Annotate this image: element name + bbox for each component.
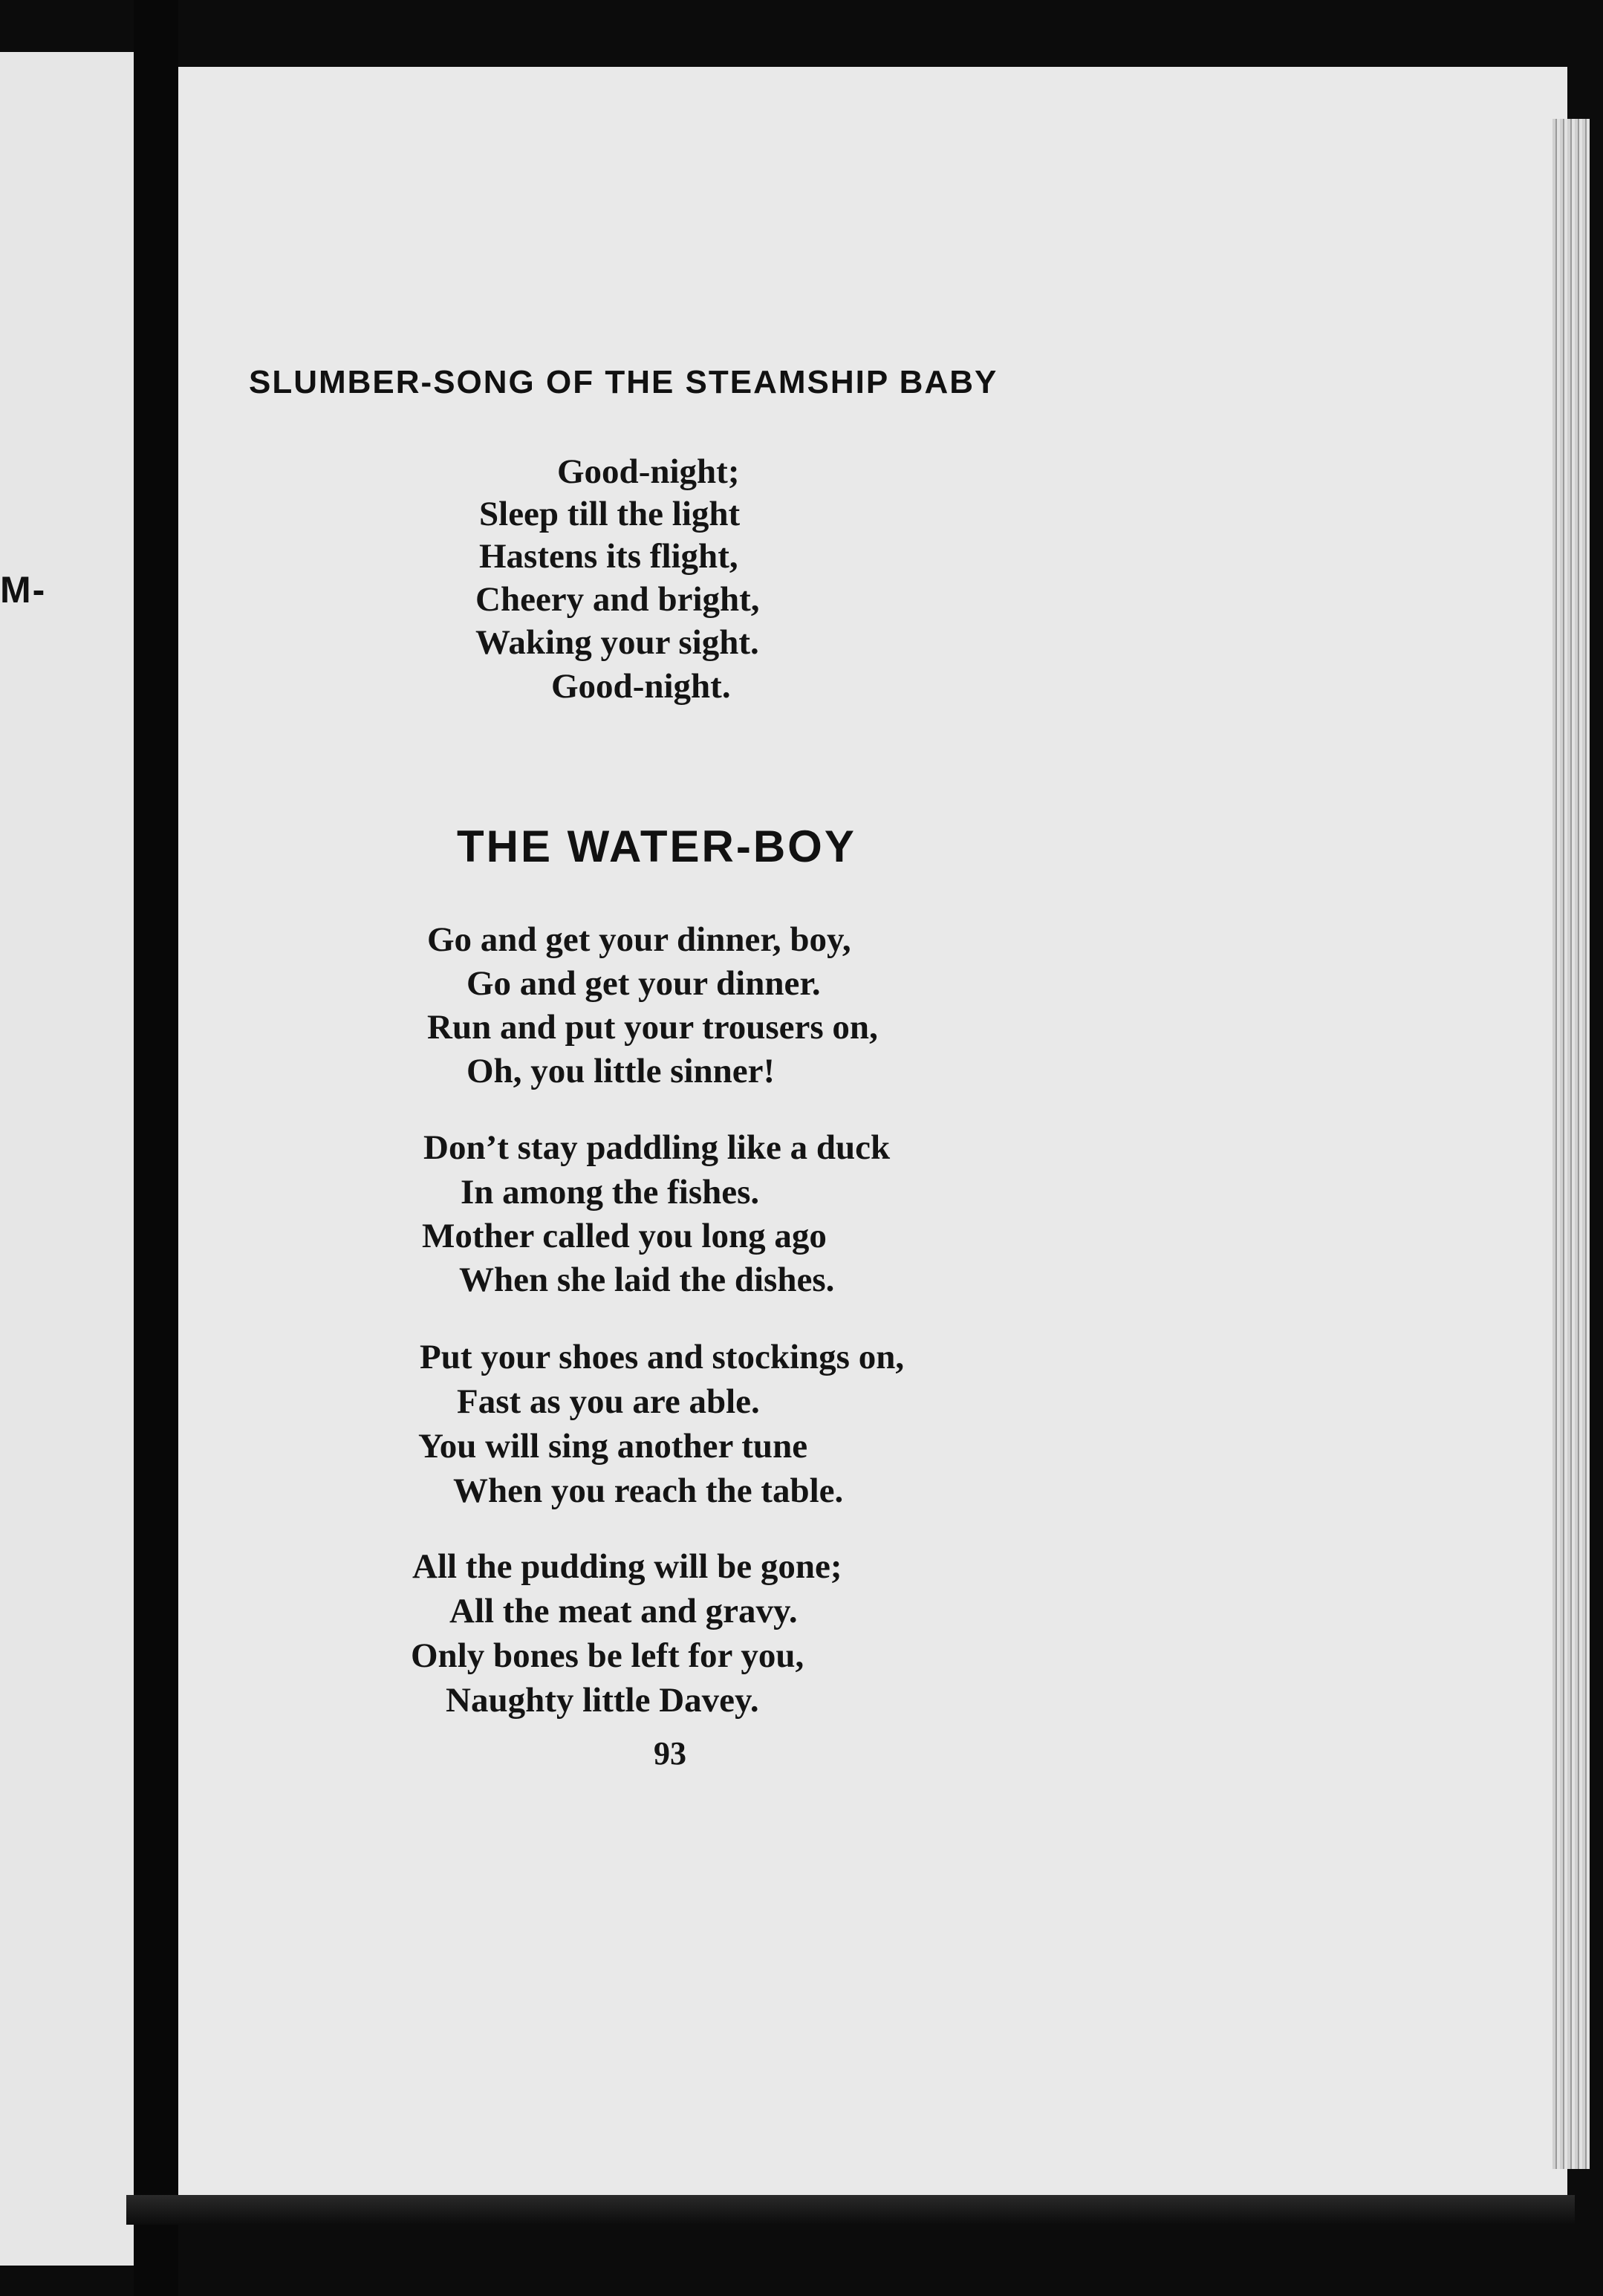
stanza-4-line: Only bones be left for you, [411,1636,804,1675]
poem-title: THE WATER-BOY [457,822,856,871]
stanza-3-line: Fast as you are able. [457,1382,760,1421]
previous-page-fragment: M- [0,569,47,611]
stanza-2-line: When she laid the dishes. [459,1261,835,1299]
stanza-4-line: Naughty little Davey. [446,1681,759,1720]
stanza-1-line: Oh, you little sinner! [466,1052,776,1090]
book-gutter [134,0,178,2296]
stanza-1-line: Go and get your dinner, boy, [427,920,851,959]
slumber-line: Hastens its flight, [479,537,738,576]
page-number: 93 [654,1735,686,1772]
stanza-2-line: In among the fishes. [461,1173,760,1212]
stanza-3-line: You will sing another tune [418,1427,808,1466]
bottom-shadow [126,2195,1575,2225]
stanza-2-line: Mother called you long ago [422,1217,827,1255]
page-edges [1552,119,1590,2169]
stanza-1-line: Run and put your trousers on, [427,1008,878,1047]
slumber-line: Good-night; [557,452,740,491]
stanza-4-line: All the pudding will be gone; [412,1547,842,1586]
slumber-line: Good-night. [551,667,731,706]
stanza-4-line: All the meat and gravy. [449,1592,798,1630]
stanza-3-line: Put your shoes and stockings on, [420,1338,905,1376]
running-head: SLUMBER-SONG OF THE STEAMSHIP BABY [249,364,998,400]
slumber-line: Waking your sight. [475,623,759,662]
stanza-2-line: Don’t stay paddling like a duck [423,1128,891,1167]
previous-page [0,52,134,2266]
slumber-line: Sleep till the light [479,495,741,533]
stanza-3-line: When you reach the table. [453,1471,844,1510]
slumber-line: Cheery and bright, [475,580,760,619]
stanza-1-line: Go and get your dinner. [466,964,821,1003]
